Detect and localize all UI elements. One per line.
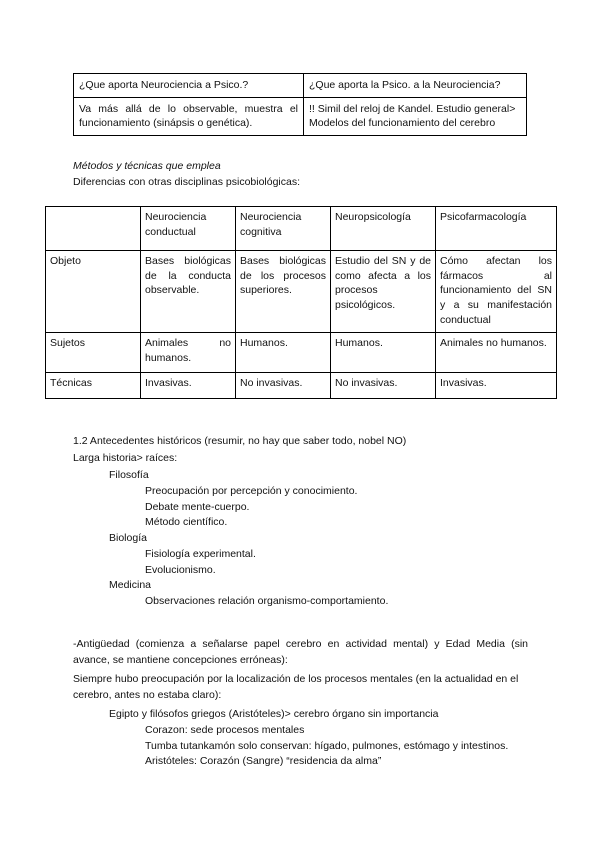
table-header-cell — [46, 207, 141, 251]
list-item-biologia: ● Biología — [0, 531, 600, 547]
table-header-row — [74, 74, 527, 98]
table-header-cell: Psicofarmacología — [436, 207, 557, 251]
row-label: Objeto — [46, 251, 141, 333]
table-header-cell: ¿Que aporta la Psico. a la Neurociencia? — [304, 74, 527, 98]
sub-list-item: ○ Debate mente-cuerpo. — [0, 500, 600, 516]
antiquity-paragraph: -Antigüedad (comienza a señalarse papel cerebro en actividad mental) y Edad Media (sin avance, se mantiene concepciones erróneas): — [73, 638, 528, 666]
list-item-medicina: ● Medicina — [0, 578, 600, 594]
sub-list-item: ○ Método científico. — [0, 515, 600, 531]
section-title: 1.2 Antecedentes históricos (resumir, no hay que saber todo, nobel NO) — [73, 435, 407, 447]
table-header-cell: Neurociencia conductual — [141, 207, 236, 251]
table-cell: Humanos. — [331, 333, 436, 373]
sub-list-item: ○ Preocupación por percepción y conocimiento. — [0, 484, 600, 500]
table-cell: No invasivas. — [331, 373, 436, 399]
table-header-cell: ¿Que aporta Neurociencia a Psico.? — [74, 74, 304, 98]
antiquity-list — [0, 707, 600, 770]
table-row — [74, 97, 527, 135]
section-intro: Larga historia> raíces: — [73, 452, 178, 464]
table-cell: !! Simil del reloj de Kandel. Estudio general> Modelos del funcionamiento del cerebro — [304, 97, 527, 135]
table-cell: No invasivas. — [236, 373, 331, 399]
table-cell: Humanos. — [236, 333, 331, 373]
table-cell: Animales no humanos. — [436, 333, 557, 373]
list-item-filosofia: ● Filosofía — [0, 468, 600, 484]
sub-list-item: ○ Tumba tutankamón solo conservan: hígado, pulmones, estómago y intestinos. — [0, 739, 600, 755]
sub-list-item: ○ Corazon: sede procesos mentales — [0, 723, 600, 739]
table-header-cell: Neurociencia cognitiva — [236, 207, 331, 251]
disciplines-table — [45, 206, 557, 399]
table-cell: Cómo afectan los fármacos al funcionamiento del SN y a su manifestación conductual — [436, 251, 557, 333]
table-row — [46, 373, 557, 399]
table-cell: Bases biológicas de los procesos superiores. — [236, 251, 331, 333]
table-cell: Animales no humanos. — [141, 333, 236, 373]
table-row — [46, 251, 557, 333]
table-header-row — [46, 207, 557, 251]
table-cell: Invasivas. — [436, 373, 557, 399]
sub-list-item: ○ Fisiología experimental. — [0, 547, 600, 563]
history-list — [0, 468, 600, 610]
row-label: Sujetos — [46, 333, 141, 373]
row-label: Técnicas — [46, 373, 141, 399]
differences-line: Diferencias con otras disciplinas psicobiológicas: — [73, 176, 301, 188]
table-cell: Va más allá de lo observable, muestra el funcionamiento (sinápsis o genética). — [74, 97, 304, 135]
sub-list-item: ○ Aristóteles: Corazón (Sangre) “residencia da alma” — [0, 754, 600, 770]
table-header-cell: Neuropsicología — [331, 207, 436, 251]
table-cell: Invasivas. — [141, 373, 236, 399]
sub-list-item: ○ Evolucionismo. — [0, 563, 600, 579]
sub-list-item: ○ Observaciones relación organismo-comportamiento. — [0, 594, 600, 610]
methods-heading: Métodos y técnicas que emplea — [73, 160, 221, 172]
localization-paragraph: Siempre hubo preocupación por la localización de los procesos mentales (en la actualidad en el cerebro, antes no estaba claro): — [73, 673, 519, 701]
table-cell: Bases biológicas de la conducta observable. — [141, 251, 236, 333]
table-row — [46, 333, 557, 373]
comparison-table — [73, 73, 527, 136]
table-cell: Estudio del SN y de como afecta a los procesos psicológicos. — [331, 251, 436, 333]
list-item-egipto: ● Egipto y filósofos griegos (Aristóteles)> cerebro órgano sin importancia — [0, 707, 600, 723]
